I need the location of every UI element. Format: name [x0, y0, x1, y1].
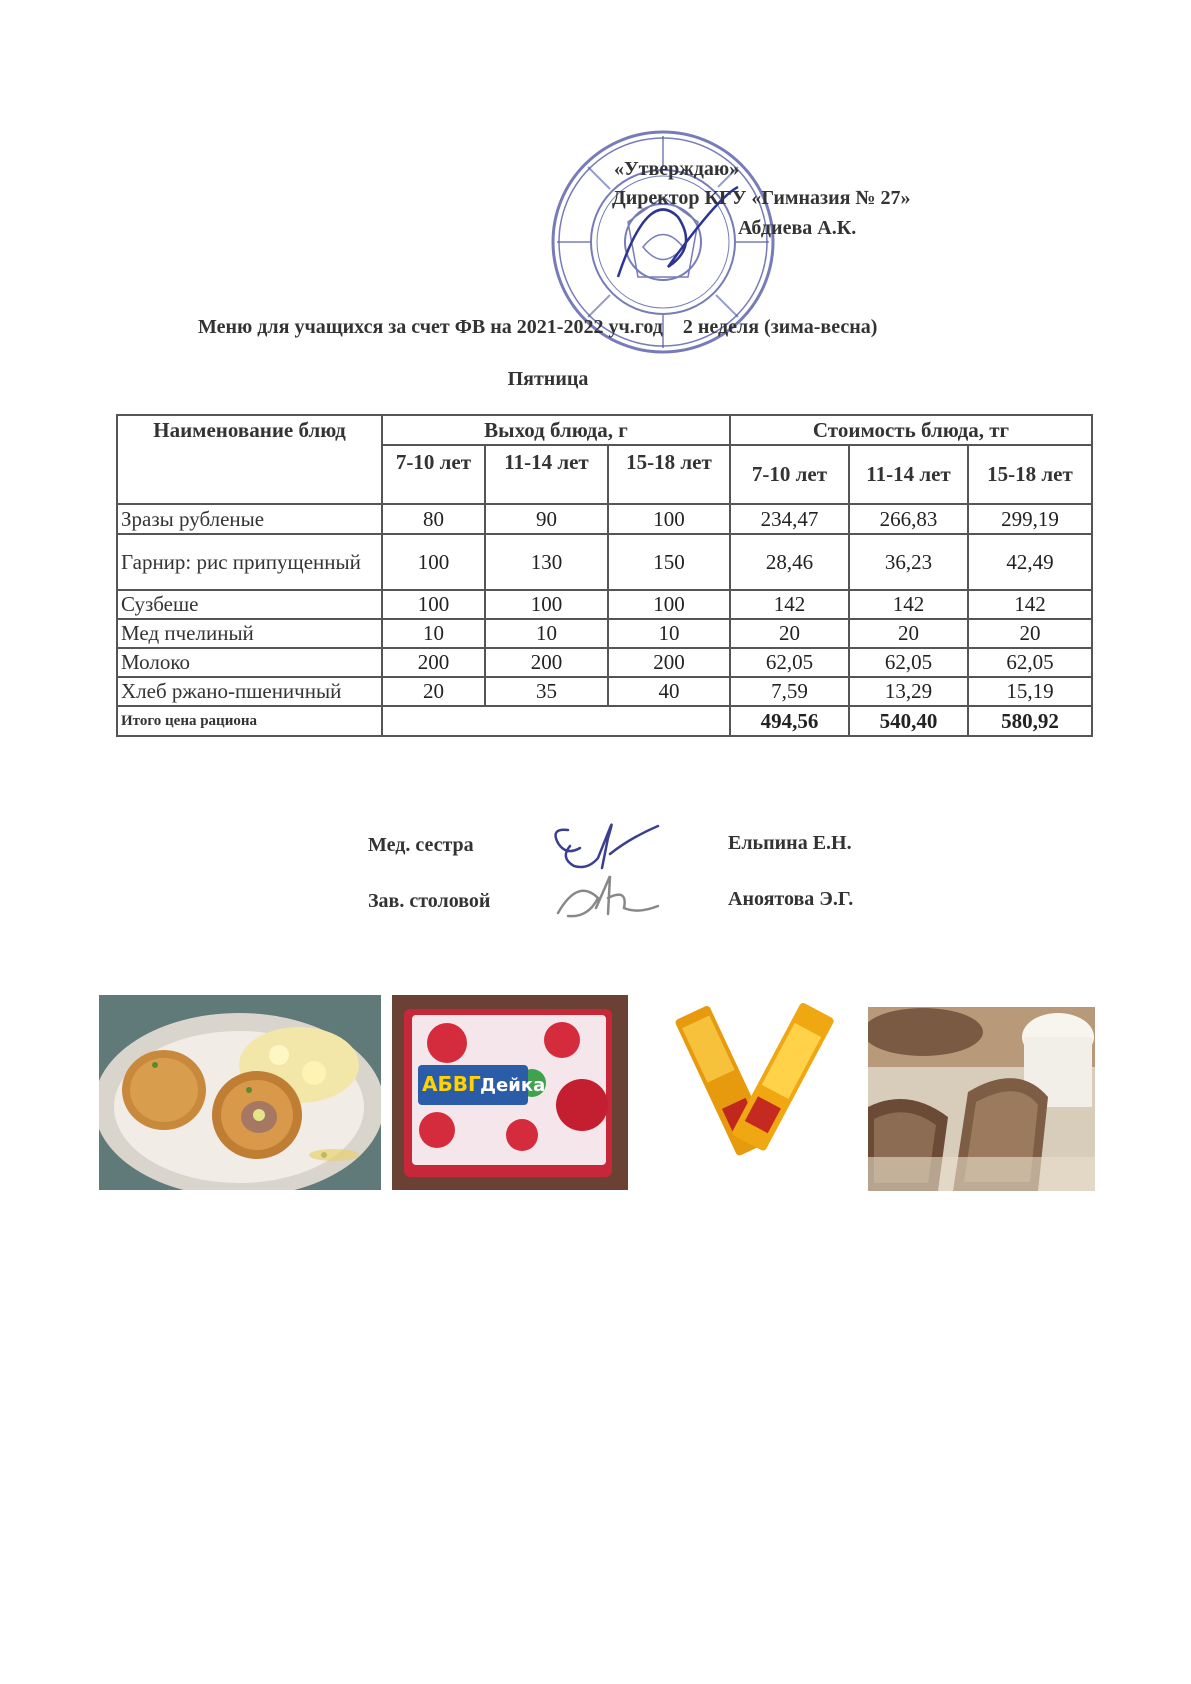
output-value: 200: [608, 648, 730, 677]
output-value: 80: [382, 504, 485, 534]
total-cost: 580,92: [968, 706, 1092, 736]
nurse-name: Ельпина Е.Н.: [728, 832, 852, 854]
cost-value: 36,23: [849, 534, 968, 590]
output-value: 100: [608, 504, 730, 534]
cost-value: 42,49: [968, 534, 1092, 590]
cost-value: 142: [730, 590, 849, 619]
cost-value: 13,29: [849, 677, 968, 706]
table-row: [117, 677, 1092, 706]
bread-milk-photo: [868, 1007, 1095, 1191]
table-row: [117, 504, 1092, 534]
canteen-head-role: Зав. столовой: [368, 890, 491, 912]
approval-name: Абдиева А.К.: [738, 217, 857, 239]
cost-value: 7,59: [730, 677, 849, 706]
nurse-role: Мед. сестра: [368, 834, 474, 856]
output-value: 10: [382, 619, 485, 648]
output-value: 130: [485, 534, 608, 590]
cost-value: 15,19: [968, 677, 1092, 706]
output-value: 40: [608, 677, 730, 706]
output-value: 200: [382, 648, 485, 677]
honey-sticks-photo: [668, 994, 840, 1162]
header-output-age: 7-10 лет: [382, 445, 485, 504]
yogurt-brand-part1: АБВГ: [422, 1072, 481, 1096]
canteen-head-name: Аноятова Э.Г.: [728, 888, 854, 910]
cost-value: 20: [849, 619, 968, 648]
output-value: 90: [485, 504, 608, 534]
output-value: 150: [608, 534, 730, 590]
dish-name: Молоко: [117, 648, 382, 677]
header-output: Выход блюда, г: [382, 415, 730, 445]
cost-value: 20: [730, 619, 849, 648]
cost-value: 20: [968, 619, 1092, 648]
total-cost: 494,56: [730, 706, 849, 736]
approval-caption: «Утверждаю»: [614, 158, 740, 180]
dish-name: Сузбеше: [117, 590, 382, 619]
cost-value: 266,83: [849, 504, 968, 534]
output-value: 200: [485, 648, 608, 677]
cost-value: 62,05: [968, 648, 1092, 677]
cost-value: 299,19: [968, 504, 1092, 534]
table-row: [117, 619, 1092, 648]
output-value: 10: [485, 619, 608, 648]
table-row: [117, 590, 1092, 619]
dish-name: Мед пчелиный: [117, 619, 382, 648]
header-cost: Стоимость блюда, тг: [730, 415, 1092, 445]
cost-value: 62,05: [849, 648, 968, 677]
canteen-head-signature: [548, 868, 678, 928]
cost-value: 28,46: [730, 534, 849, 590]
dish-name: Хлеб ржано-пшеничный: [117, 677, 382, 706]
output-value: 10: [608, 619, 730, 648]
approval-director: Директор КГУ «Гимназия № 27»: [612, 187, 911, 209]
dish-name: Гарнир: рис припущенный: [117, 534, 382, 590]
output-value: 100: [485, 590, 608, 619]
output-value: 100: [608, 590, 730, 619]
menu-table: [116, 414, 1093, 737]
menu-title: Меню для учащихся за счет ФВ на 2021-2022 уч.год 2 неделя (зима-весна): [198, 316, 878, 338]
total-row: [117, 706, 1092, 736]
total-cost: 540,40: [849, 706, 968, 736]
yogurt-brand-part2: Дейка: [480, 1075, 546, 1096]
output-value: 20: [382, 677, 485, 706]
total-empty-cell: [382, 706, 730, 736]
header-cost-age: 7-10 лет: [730, 445, 849, 504]
output-value: 35: [485, 677, 608, 706]
table-row: [117, 534, 1092, 590]
header-cost-age: 11-14 лет: [849, 445, 968, 504]
dish-name: Зразы рубленые: [117, 504, 382, 534]
cost-value: 62,05: [730, 648, 849, 677]
total-label: Итого цена рациона: [117, 706, 382, 736]
yogurt-photo: [392, 995, 628, 1190]
cost-value: 142: [849, 590, 968, 619]
header-output-age: 11-14 лет: [485, 445, 608, 504]
header-row: [117, 415, 1092, 445]
cost-value: 142: [968, 590, 1092, 619]
output-value: 100: [382, 590, 485, 619]
header-cost-age: 15-18 лет: [968, 445, 1092, 504]
table-row: [117, 648, 1092, 677]
zrazy-photo: [99, 995, 381, 1190]
day-title: Пятница: [507, 368, 589, 390]
header-output-age: 15-18 лет: [608, 445, 730, 504]
output-value: 100: [382, 534, 485, 590]
header-dish: Наименование блюд: [117, 415, 382, 504]
cost-value: 234,47: [730, 504, 849, 534]
